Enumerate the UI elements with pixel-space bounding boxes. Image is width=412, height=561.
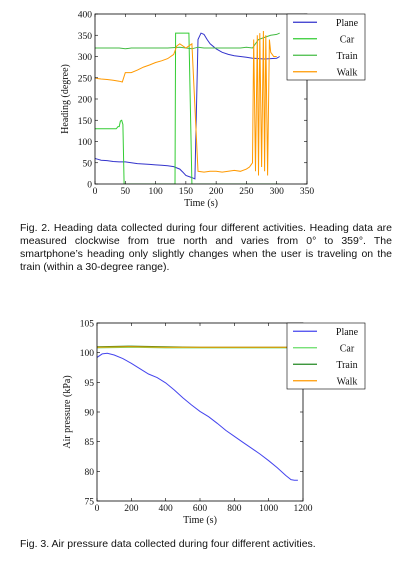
legend-label-walk: Walk [336,67,358,79]
x-tick-label: 1000 [259,504,279,514]
heading-chart [0,0,412,215]
y-tick-label: 50 [82,159,92,170]
plot-area [95,14,307,184]
x-tick-label: 300 [269,187,284,197]
y-tick-label: 95 [84,378,94,389]
legend-label-car: Car [339,34,355,46]
y-axis-label: Air pressure (kPa) [62,375,73,449]
legend-label-train: Train [336,359,358,371]
x-tick-label: 200 [209,187,224,197]
x-tick-label: 600 [192,504,208,514]
y-tick-label: 250 [77,74,92,85]
y-tick-label: 0 [87,180,92,191]
x-tick-label: 50 [120,187,131,197]
legend-label-plane: Plane [335,17,359,29]
series-line-car [95,33,280,184]
x-tick-label: 400 [158,504,173,514]
x-axis-label: Time (s) [183,515,217,526]
series-line-plane [95,33,280,179]
x-tick-label: 250 [239,187,254,197]
x-tick-label: 100 [148,187,163,197]
series-line-walk [95,31,277,176]
y-tick-label: 75 [84,497,94,508]
y-tick-label: 300 [77,53,92,63]
legend [287,323,365,389]
legend [287,14,365,80]
y-axis-label: Heading (degree) [60,64,71,134]
y-tick-label: 100 [79,349,94,360]
series-line-plane [97,353,298,480]
x-tick-label: 200 [124,504,139,514]
y-tick-label: 350 [77,31,92,42]
x-tick-label: 800 [227,504,242,514]
x-tick-label: 0 [92,187,98,197]
x-tick-label: 1200 [293,504,313,514]
y-tick-label: 105 [79,319,94,330]
figure-3-caption: Fig. 3. Air pressure data collected during four different activities. [20,538,316,550]
legend-label-plane: Plane [335,326,359,338]
y-tick-label: 85 [84,438,94,449]
x-tick-label: 150 [178,187,193,197]
y-tick-label: 200 [77,95,92,106]
y-tick-label: 90 [84,408,94,419]
y-tick-label: 80 [84,467,94,478]
x-axis-label: Time (s) [184,198,218,209]
air-pressure-chart [0,310,412,530]
y-tick-label: 150 [77,116,92,127]
figure-2-caption: Fig. 2. Heading data collected during four different activities. Heading data are measured clockwise from true north and varies from 0° to 359°. The smartphone’s heading only slightly changes when the user is traveling on the train (within a 30-degree range). [20,222,392,273]
legend-label-walk: Walk [336,376,358,388]
plot-area [97,323,303,501]
y-tick-label: 400 [77,10,92,21]
legend-label-train: Train [336,50,358,62]
x-tick-label: 350 [299,187,315,197]
y-tick-label: 100 [77,138,92,148]
x-tick-label: 0 [94,504,100,514]
legend-label-car: Car [339,343,355,355]
